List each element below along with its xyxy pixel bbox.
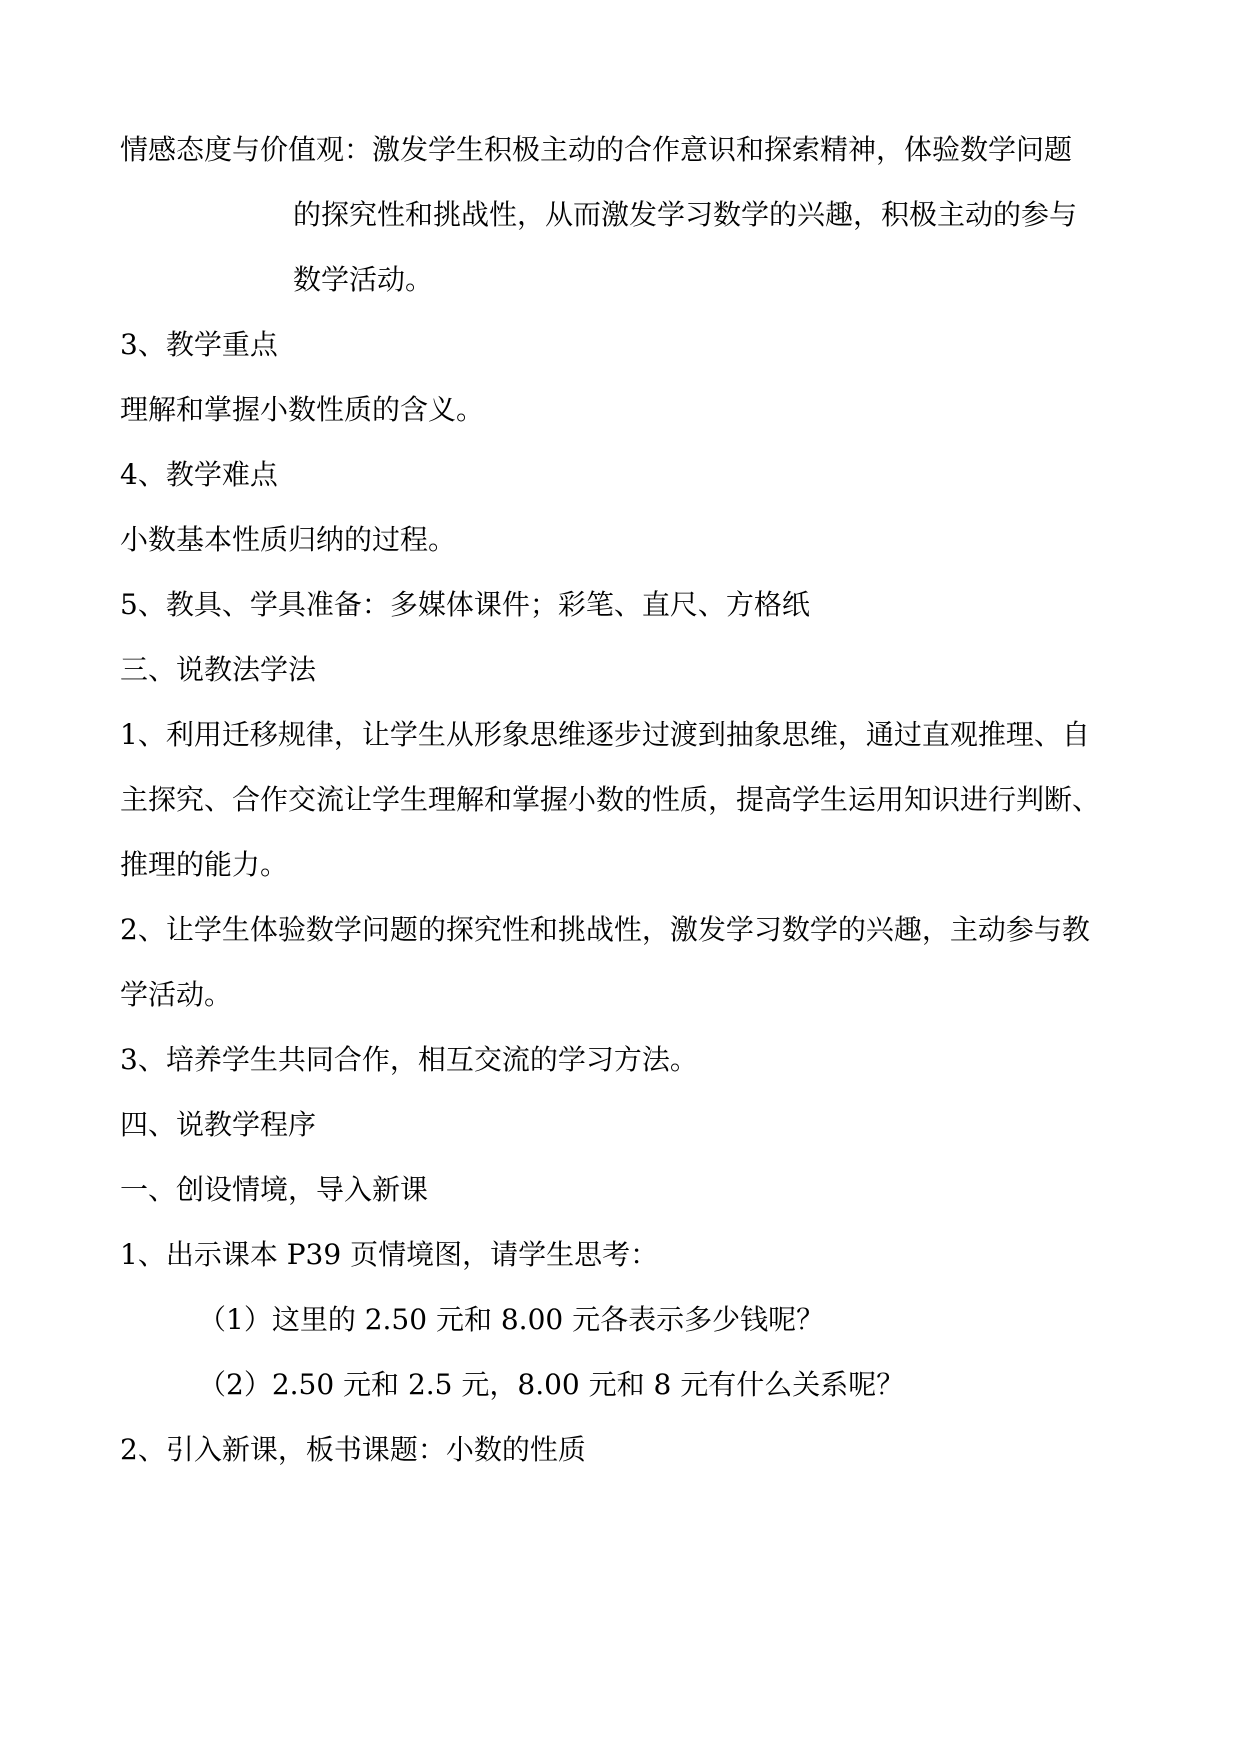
heading-procedure: 四、说教学程序 [120,1108,317,1141]
teaching-materials-line: 5、教具、学具准备：多媒体课件；彩笔、直尺、方格纸 [120,588,810,621]
attitude-values-continuation-end: 数学活动。 [293,263,434,296]
question-1: （1）这里的 2.50 元和 8.00 元各表示多少钱呢？ [198,1303,825,1336]
teaching-difficulty-text: 小数基本性质归纳的过程。 [120,523,457,556]
question-2: （2）2.50 元和 2.5 元，8.00 元和 8 元有什么关系呢？ [198,1368,905,1401]
method-2-line-2: 学活动。 [120,978,233,1011]
attitude-values-continuation: 的探究性和挑战性，从而激发学习数学的兴趣，积极主动的参与 [293,198,1078,231]
method-2-line-1: 2、让学生体验数学问题的探究性和挑战性，激发学习数学的兴趣，主动参与教 [120,913,1090,946]
heading-teaching-difficulty: 4、教学难点 [120,458,278,491]
method-1-line-2: 主探究、合作交流让学生理解和掌握小数的性质，提高学生运用知识进行判断、 [120,783,1101,816]
heading-methods: 三、说教法学法 [120,653,317,686]
procedure-step-1: 1、出示课本 P39 页情境图，请学生思考： [120,1238,659,1271]
attitude-values-line: 情感态度与价值观：激发学生积极主动的合作意识和探索精神，体验数学问题 [120,133,1073,166]
method-1-line-1: 1、利用迁移规律，让学生从形象思维逐步过渡到抽象思维，通过直观推理、自 [120,718,1090,751]
heading-teaching-focus: 3、教学重点 [120,328,278,361]
method-1-line-3: 推理的能力。 [120,848,289,881]
heading-introduction: 一、创设情境，导入新课 [120,1173,429,1206]
method-3-line: 3、培养学生共同合作，相互交流的学习方法。 [120,1043,698,1076]
procedure-step-2: 2、引入新课，板书课题：小数的性质 [120,1433,586,1466]
teaching-focus-text: 理解和掌握小数性质的含义。 [120,393,485,426]
